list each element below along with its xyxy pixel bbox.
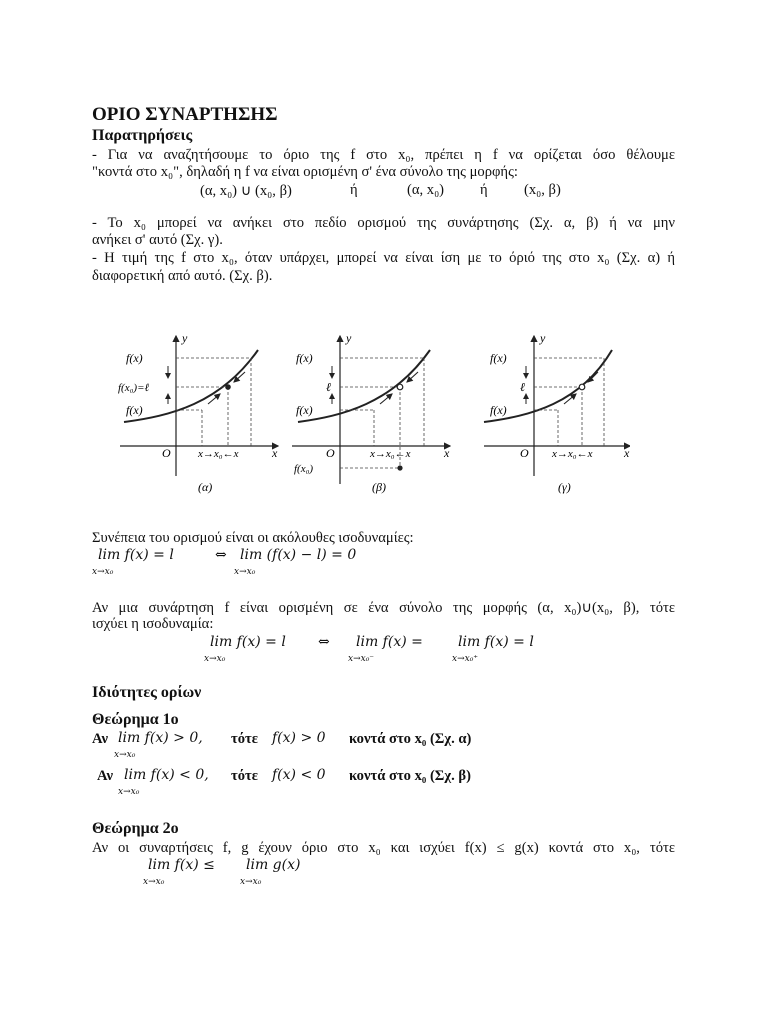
fig-c-fx-top: f(x) [490,351,507,365]
defined-formula-1: lim f(x) = l [210,634,286,650]
defined-sub-minus: x→x₀⁻ [348,654,375,664]
fig-c-x-axis-label: x [624,446,630,460]
consequence-sub-left: x→x₀ [92,567,114,577]
theorem-2-heading: Θεώρημα 2ο [92,820,179,837]
observation-line-4: ανήκει σ' αυτό (Σχ. γ). [92,232,223,248]
theorem-1a-then: τότε [231,731,258,747]
figure-a [118,331,278,494]
fig-c-l-label: ℓ [520,380,525,394]
consequence-formula-right: lim (f(x) − l) = 0 [240,547,357,563]
theorem-2-formula-right: lim g(x) [246,857,301,873]
fig-a-fx0-label: f(x₀)=ℓ [118,382,150,394]
observations-heading: Παρατηρήσεις [92,127,193,144]
theorem-2-formula-left: lim f(x) ≤ [148,857,215,873]
theorem-2-sub-right: x→x₀ [240,877,262,887]
observation-line-5: - Η τιμή της f στο x₀, όταν υπάρχει, μπορεί να είναι ίση με το όριό της στο x₀ (Σχ. α) ή [92,250,675,266]
fig-c-origin: O [520,446,529,460]
theorem-1b-then: τότε [231,768,258,784]
defined-sub-plus: x→x₀⁺ [452,654,479,664]
theorem-1a-sub: x→x₀ [114,750,136,760]
or-word-1: ή [350,182,358,198]
defined-line-1: Αν μια συνάρτηση f είναι ορισμένη σε ένα σύνολο της μορφής (α, x₀)∪(x₀, β), τότε [92,600,675,616]
theorem-1b-if: Αν [97,768,113,784]
set-union: (α, x₀) ∪ (x₀, β) [200,183,292,199]
or-word-2: ή [480,182,488,198]
fig-a-x-axis-label: x [272,446,278,460]
fig-b-fx-bottom: f(x) [296,403,313,417]
set-left: (α, x₀) [407,182,445,198]
set-right: (x₀, β) [524,182,561,198]
fig-b-x-axis-label: x [444,446,450,460]
theorem-2-sub-left: x→x₀ [143,877,165,887]
defined-formula-2: lim f(x) = [356,634,423,650]
theorem-1a-near: κοντά στο x₀ (Σχ. α) [349,731,472,747]
observation-line-1: - Για να αναζητήσουμε το όριο της f στο x₀, πρέπει η f να ορίζεται όσο θέλουμε [92,147,675,163]
fig-a-arrows: x→x₀←x [198,448,239,460]
limit-figures [110,326,630,506]
theorem-2-line-1: Αν οι συναρτήσεις f, g έχουν όριο στο x₀ και ισχύει f(x) ≤ g(x) κοντά στο x₀, τότε [92,840,675,856]
fig-b-l-label: ℓ [326,380,331,394]
fig-c-fx-bottom: f(x) [490,403,507,417]
properties-heading: Ιδιότητες ορίων [92,684,202,701]
fig-a-fx-bottom: f(x) [126,403,143,417]
consequence-text: Συνέπεια του ορισμού είναι οι ακόλουθες ισοδυναμίες: [92,530,414,546]
theorem-1b-result: f(x) < 0 [272,767,326,783]
fig-a-origin: O [162,446,171,460]
fig-a-y-axis-label: y [182,331,188,345]
fig-b-caption: (β) [372,480,386,494]
theorem-1a-formula: lim f(x) > 0, [118,730,203,746]
fig-c-caption: (γ) [558,480,571,494]
observation-line-2: "κοντά στο x₀", δηλαδή η f να είναι ορισμένη σ' ένα σύνολο της μορφής: [92,164,518,180]
defined-formula-3: lim f(x) = l [458,634,534,650]
defined-iff: ⇔ [318,634,330,650]
figure-b [292,331,450,494]
consequence-iff: ⇔ [215,547,227,563]
theorem-1b-formula: lim f(x) < 0, [124,767,209,783]
fig-c-arrows: x→x₀←x [552,448,593,460]
defined-line-2: ισχύει η ισοδυναμία: [92,616,214,632]
fig-a-fx-top: f(x) [126,351,143,365]
figure-c [484,331,630,494]
fig-b-fx-top: f(x) [296,351,313,365]
consequence-formula-left: lim f(x) = l [98,547,174,563]
theorem-1-heading: Θεώρημα 1ο [92,711,179,728]
fig-b-fx0-label: f(x₀) [294,463,314,475]
theorem-1b-sub: x→x₀ [118,787,140,797]
theorem-1a-if: Αν [92,731,108,747]
fig-b-arrows: x→x₀←x [370,448,411,460]
fig-b-y-axis-label: y [346,331,352,345]
fig-c-y-axis-label: y [540,331,546,345]
observation-line-3: - Το x₀ μπορεί να ανήκει στο πεδίο ορισμού της συνάρτησης (Σχ. α, β) ή να μην [92,215,675,231]
theorem-1b-near: κοντά στο x₀ (Σχ. β) [349,768,471,784]
fig-a-caption: (α) [198,480,213,494]
defined-sub-1: x→x₀ [204,654,226,664]
fig-b-origin: O [326,446,335,460]
consequence-sub-right: x→x₀ [234,567,256,577]
page-title: ΟΡΙΟ ΣΥΝΑΡΤΗΣΗΣ [92,104,278,125]
observation-line-6: διαφορετική από αυτό. (Σχ. β). [92,268,273,284]
theorem-1a-result: f(x) > 0 [272,730,326,746]
